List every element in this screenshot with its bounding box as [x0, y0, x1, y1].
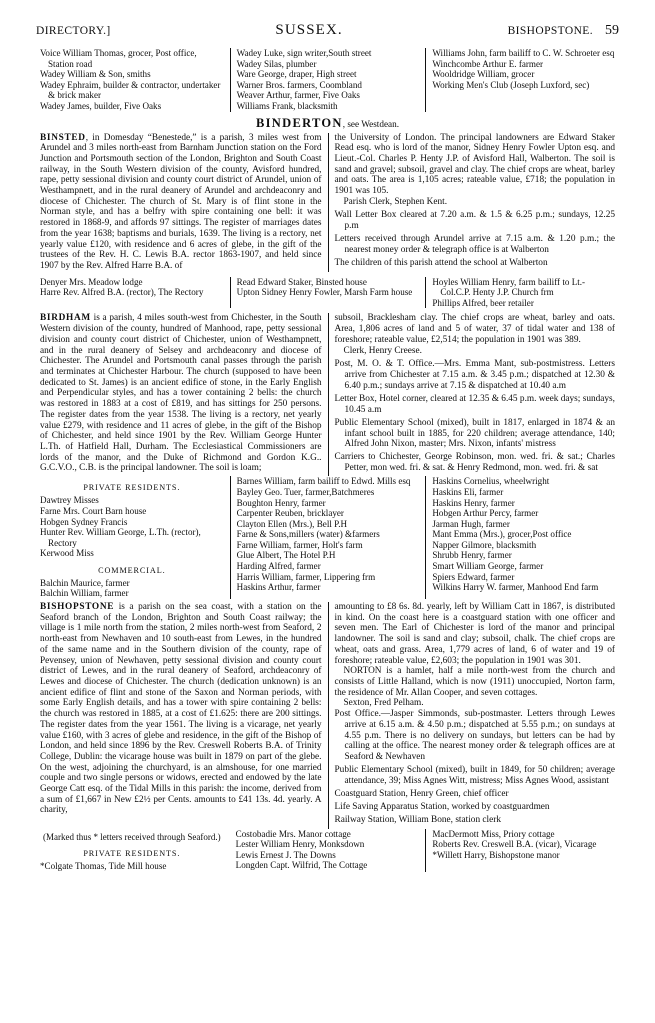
list-item: Farne & Sons,millers (water) &farmers	[236, 529, 380, 540]
list-item: Wilkins Harry W. farmer, Manhood End farm	[432, 582, 599, 593]
birdham-prose-right-col	[328, 313, 622, 476]
bishopstone-prose-right-col	[328, 602, 622, 829]
top-directory-col-1	[34, 48, 230, 112]
binsted-residents-col-2	[230, 277, 426, 309]
list-item: Hoyles William Henry, farm bailiff to Lt.-Col.C.P. Henty J.P. Church frm	[432, 276, 586, 298]
commercial-heading: COMMERCIAL.	[98, 565, 166, 575]
list-item: Bayley Geo. Tuer, farmer,Batchmeres	[236, 486, 375, 497]
list-item: Haskins Arthur, farmer	[236, 582, 321, 593]
bishopstone-section	[34, 602, 621, 829]
list-item: Carpenter Reuben, bricklayer	[236, 508, 344, 519]
running-head-left: DIRECTORY.]	[36, 25, 111, 37]
bishopstone-prose-left-col	[34, 602, 328, 829]
bishopstone-residents-col-1	[34, 829, 230, 872]
list-item: Ware George, draper, High street	[236, 69, 357, 80]
list-item: Jarman Hugh, farmer	[432, 518, 510, 529]
birdham-directory-col-1	[34, 476, 230, 599]
birdham-prose-left-col	[34, 313, 328, 476]
bishopstone-service-item: Coastguard Station, Henry Green, chief officer	[334, 789, 509, 800]
list-item: Costobadie Mrs. Manor cottage	[235, 828, 351, 839]
list-item: Wadey William & Son, smiths	[40, 69, 151, 80]
list-item: Lester William Henry, Monksdown	[235, 839, 365, 850]
binsted-service-item: Wall Letter Box cleared at 7.20 a.m. & 1.5 & 6.25 p.m.; sundays, 12.25 p.m	[334, 210, 615, 232]
list-item: Williams John, farm bailiff to C. W. Schroeter esq	[432, 48, 615, 58]
list-item: Warner Bros. farmers, Coombland	[236, 79, 362, 90]
binsted-description-part1: BINSTED, in Domesday “Benestede,” is a parish, 3 miles west from Arundel and 3 miles north-east from Barnham Junction station on the Ford Junction and Portsmouth section of the London, Brighton and South Coast railway, in the South Western division of the county, Avisford hundred, rape, petty sessional division and county court district of Arundel, union of Westhampnett, and in the rural deanery of Arundel and archdeaconry and diocese of Chichester. The church of St. Mary is of flint stone in the Norman style, and has a belfry with spire containing one bell: it was restored in 1868-9, and affords 97 sittings. The register of marriages dates from the year 1638; baptisms and burials, 1639. The living is a rectory, net yearly value £120, with residence and 6 acres of glebe, in the gift of the trustees of the Rev. H. C. Lewis B.A. rector 1863-1907, and held since 1907 by the Rev. Alfred Harre B.A. of	[40, 132, 322, 271]
binsted-section	[34, 133, 621, 272]
birdham-clerk: Clerk, Henry Creese.	[343, 345, 422, 356]
list-item: Wadey Luke, sign writer,South street	[236, 48, 372, 58]
list-item: Haskins Eli, farmer	[432, 486, 504, 497]
list-item: Harding Alfred, farmer	[236, 561, 321, 572]
list-item: Napper Gilmore, blacksmith	[432, 539, 537, 550]
binsted-residents-col-1	[34, 277, 230, 309]
birdham-directory-col-2	[230, 476, 426, 599]
list-item: Spiers Edward, farmer	[432, 571, 515, 582]
list-item: Read Edward Staker, Binsted house	[236, 276, 367, 287]
bishopstone-residents-col-2	[230, 829, 426, 872]
binsted-prose-left-col	[34, 133, 328, 272]
top-directory-columns	[34, 48, 621, 112]
binsted-prose-right-col	[328, 133, 622, 272]
birdham-service-item: Carriers to Chichester, George Robinson, mon. wed. fri. & sat.; Charles Petter, mon wed. fri. & sat. & Henry Redmond, mon. wed. fri. & sat	[334, 452, 615, 474]
top-directory-col-2	[230, 48, 426, 112]
list-item: *Colgate Thomas, Tide Mill house	[40, 861, 167, 872]
parish-heading-binderton	[34, 116, 621, 131]
list-item: Williams Frank, blacksmith	[236, 100, 338, 111]
list-item: Haskins Henry, farmer	[432, 497, 515, 508]
birdham-description-part1: BIRDHAM is a parish, 4 miles south-west from Chichester, in the South Western division of the county, hundred of Manhood, rape, petty sessional division and county court district of Chichester, union of Westhampnett, and in the rural deanery of Selsey and archdeaconry and diocese of Chichester. The Arundel and Portsmouth canal passes through the parish and terminates at Chichester Harbour. The church (supposed to have been dedicated to St. James) is an ancient edifice of stone, in the Early English and Perpendicular styles, and has a tower containing 2 bells: the church was restored in 1883 at a cost of £819, and has sittings for 250 persons. The register dates from the year 1538. The living is a rectory, net yearly value £279, with residence and 11 acres of glebe, in the gift of the Bishop of Chichester, and held since 1901 by the Rev. William George Hunter L.Th. of Hatfield Hall, Durham. The Ecclesiastical Commissioners are lords of the manor, and the Duke of Richmond and Gordon K.G.. G.C.V.O., C.B. is the principal landowner. The soil is loam;	[40, 313, 322, 474]
running-head-parish: BISHOPSTONE.	[507, 25, 593, 37]
list-item: Farne William, farmer, Holt's farm	[236, 539, 363, 550]
binsted-residents-columns	[34, 277, 621, 309]
binsted-residents-col-3	[425, 277, 621, 309]
bishopstone-service-item: Life Saving Apparatus Station, worked by coastguardmen	[334, 802, 550, 813]
list-item: Mant Emma (Mrs.), grocer,Post office	[432, 529, 572, 540]
list-item: Roberts Rev. Creswell B.A. (vicar), Vicarage	[432, 839, 597, 850]
list-item: Clayton Ellen (Mrs.), Bell P.H	[236, 518, 348, 529]
top-directory-col-3	[425, 48, 621, 112]
birdham-service-item: Letter Box, Hotel corner, cleared at 12.35 & 6.45 p.m. week days; sundays, 10.45 a.m	[334, 393, 615, 415]
list-item: Harre Rev. Alfred B.A. (rector), The Rectory	[40, 287, 204, 298]
list-item: Barnes William, farm bailiff to Edwd. Mills esq	[236, 476, 411, 487]
list-item: Dawtrey Misses	[40, 495, 99, 506]
bishopstone-service-item: Post Office.—Jasper Simmonds, sub-postmaster. Letters through Lewes arrive at 6.15 a.m. & 4.50 p.m.; dispatched at 5.55 p.m.; on sundays at 4.55 p.m. There is no delivery on sundays, but letters can be had by calling at the office. The nearest money order & telegraph offices are at Seaford & Newhaven	[334, 709, 615, 762]
bishopstone-residents-col-3	[425, 829, 621, 872]
birdham-service-item: Post, M. O. & T. Office.—Mrs. Emma Mant, sub-postmistress. Letters arrive from Chichester at 7.15 a.m. & 3.45 p.m.; dispatched at 12.30 & 6.40 p.m.; sundays arrive at 7.15 & dispatched at 10.40 a.m	[334, 359, 615, 391]
running-head	[34, 22, 621, 39]
list-item: Denyer Mrs. Meadow lodge	[40, 276, 143, 287]
binsted-service-item: The children of this parish attend the school at Walberton	[334, 258, 548, 269]
parish-crossref: , see Westdean.	[342, 118, 399, 129]
bishopstone-service-item: Public Elementary School (mixed), built in 1849, for 50 children; average attendance, 39; Miss Agnes Witt, mistress; Miss Agnes Wood, assistant	[334, 765, 615, 786]
bishopstone-description-part1: BISHOPSTONE is a parish on the sea coast, with a station on the Seaford branch of the London, Brighton and South Coast railway; the village is 1 mile north from the station, 2 miles north-west from Seaford, 2 north-east from Newhaven and 10 south-east from Lewes, in the hundred of the same name and in the Southern division of the county, rape of Pevensey, union of Newhaven, petty sessional division and county court district of Lewes, and in the rural deanery of Seaford, archdeaconry of Lewes and diocese of Chichester. The church (dedication unknown) is an ancient edifice of flint and stone of the Saxon and Norman periods, with some Early English details, and has a tower with spire containing 2 bells: the church was restored in 1885, at a cost of £1.625: there are 200 sittings. The register dates from the year 1561. The living is a vicarage, net yearly value £160, with 3 acres of glebe and residence, in the gift of the Bishop of London, and held since 1896 by the Rev. Creswell Roberts B.A. of Trinity College, Dublin: the vicarage house was built in 1879 on part of the glebe. On the west, adjoining the churchyard, is an almshouse, for one married couple and two single persons or widows, erected and endowed by the late George Catt esq. of the Tidal Mills in this parish: the income, derived from a sum of £1,667 in New £2½ per Cents. amounts to £41 13s. 4d. yearly. A charity,	[40, 602, 322, 816]
list-item: Farne Mrs. Court Barn house	[40, 505, 147, 516]
list-item: Upton Sidney Henry Fowler, Marsh Farm house	[236, 287, 413, 298]
list-item: Wadey James, builder, Five Oaks	[40, 100, 162, 111]
list-item: Longden Capt. Wilfrid, The Cottage	[235, 860, 368, 871]
list-item: Shrubb Henry, farmer	[432, 550, 512, 561]
binsted-parish-clerk: Parish Clerk, Stephen Kent.	[343, 196, 448, 207]
bishopstone-sexton: Sexton, Fred Pelham.	[343, 698, 424, 709]
list-item: MacDermott Miss, Priory cottage	[432, 828, 555, 839]
list-item: Lewis Ernest J. The Downs	[235, 849, 336, 860]
bishopstone-norton-hamlet: NORTON is a hamlet, half a mile north-west from the church and consists of Little Halland, which is now (1911) unoccupied, Norton farm, the residence of Mr. Allan Cooper, and seven cottages.	[334, 666, 615, 698]
bishopstone-residents-columns	[34, 829, 621, 872]
seaford-letters-note: (Marked thus * letters received through Seaford.)	[42, 831, 221, 842]
bishopstone-service-item: Railway Station, William Bone, station clerk	[334, 815, 502, 826]
birdham-description-part2: subsoil, Bracklesham clay. The chief crops are wheat, barley and oats. Area, 1,806 acres of land and 5 of water, 37 of tidal water and 138 of foreshore; rateable value, £2,514; the population in 1901 was 389.	[334, 313, 615, 345]
birdham-section	[34, 313, 621, 476]
list-item: Weaver Arthur, farmer, Five Oaks	[236, 90, 360, 101]
list-item: Working Men's Club (Joseph Luxford, sec)	[432, 79, 590, 90]
running-head-center: SUSSEX.	[275, 22, 343, 38]
binsted-service-item: Letters received through Arundel arrive at 7.15 a.m. & 1.20 p.m.; the nearest money order & telegraph office is at Walberton	[334, 234, 615, 256]
birdham-service-item: Public Elementary School (mixed), built in 1817, enlarged in 1874 & an infant school built in 1885, for 220 children; average attendance, 140; Alfred John Nixon, master; Mrs. Nixon, infants' mistress	[334, 417, 615, 450]
list-item: Wadey Ephraim, builder & contractor, undertaker & brick maker	[40, 79, 221, 101]
running-head-right-group	[508, 23, 619, 39]
private-residents-heading: PRIVATE RESIDENTS.	[83, 483, 181, 493]
private-residents-heading: PRIVATE RESIDENTS.	[83, 849, 181, 859]
list-item: Harris William, farmer, Lippering frm	[236, 571, 376, 582]
list-item: Haskins Cornelius, wheelwright	[432, 476, 550, 487]
page-number: 59	[605, 23, 619, 38]
birdham-directory-columns	[34, 476, 621, 599]
list-item: Kerwood Miss	[40, 548, 94, 559]
list-item: Phillips Alfred, beer retailer	[432, 297, 534, 308]
list-item: Wooldridge William, grocer	[432, 69, 535, 80]
birdham-directory-col-3	[425, 476, 621, 599]
list-item: Hobgen Sydney Francis	[40, 516, 128, 527]
bishopstone-description-part2: amounting to £8 6s. 8d. yearly, left by William Catt in 1867, is distributed in kind. On the coast here is a coastguard station with one officer and seven men. The Earl of Chichester is lord of the manor and principal landowner. The soil is sand and clay; subsoil, chalk. The chief crops are wheat, oats and grass. Area, 1,779 acres of land, 6 of water and 19 of foreshore; rateable value, £2,603; the population in 1901 was 301.	[334, 602, 615, 666]
list-item: Hobgen Arthur Percy, farmer	[432, 508, 539, 519]
list-item: Boughton Henry, farmer	[236, 497, 326, 508]
list-item: Voice William Thomas, grocer, Post office, Station road	[40, 48, 197, 69]
list-item: Wadey Silas, plumber	[236, 58, 317, 69]
list-item: Hunter Rev. William George, L.Th. (rector), Rectory	[40, 527, 201, 548]
binsted-description-part2: the University of London. The principal landowners are Edward Staker Read esq. who is lord of the manor, Sidney Henry Fowler Upton esq. and Lieut.-Col. Charles P. Henty J.P. of Avisford Hall, Walberton. The soil is sand and gravel; subsoil, gravel and clay. The chief crops are wheat, barley and oats. The area is 1,105 acres; rateable value, £718; the population in 1901 was 105.	[334, 132, 615, 197]
parish-name: BINDERTON	[256, 115, 343, 130]
list-item: Winchcombe Arthur E. farmer	[432, 58, 544, 69]
list-item: Balchin William, farmer	[40, 588, 129, 599]
list-item: Glue Albert, The Hotel P.H	[236, 550, 336, 561]
list-item: *Willett Harry, Bishopstone manor	[432, 849, 560, 860]
list-item: Balchin Maurice, farmer	[40, 577, 130, 588]
list-item: Smart William George, farmer	[432, 561, 544, 572]
